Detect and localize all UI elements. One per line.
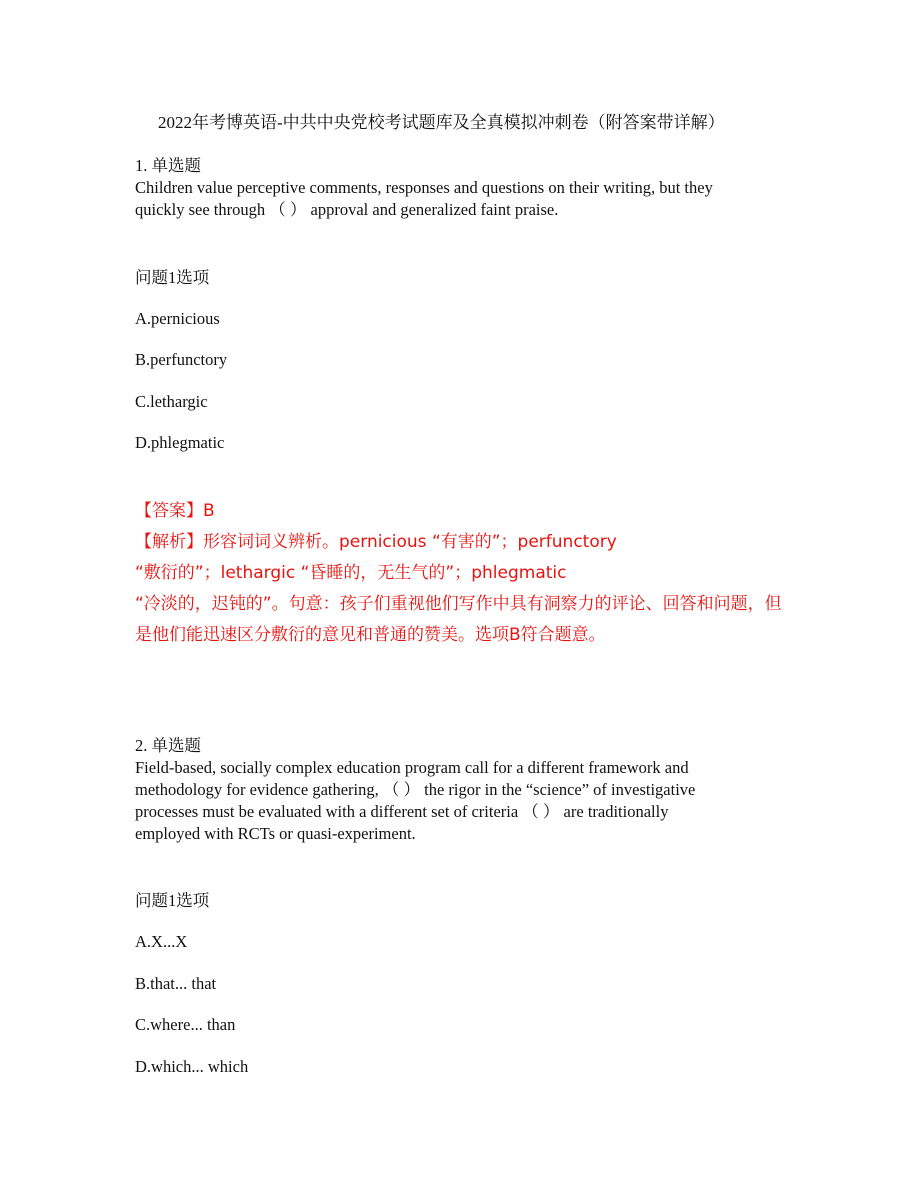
question-2-type: 2. 单选题	[135, 736, 201, 755]
document-title: 2022年考博英语-中共中央党校考试题库及全真模拟冲刺卷（附答案带详解）	[158, 113, 725, 132]
question-2-option-b: B.that... that	[135, 974, 217, 993]
explanation-line: 【解析】形容词词义辨析。pernicious “有害的”；perfunctory	[135, 532, 617, 552]
question-1-option-b: B.perfunctory	[135, 350, 228, 369]
question-1-option-d: D.phlegmatic	[135, 433, 225, 452]
question-2-text: Field-based, socially complex education program call for a different framework and methodology for evidence gathering, （ ） the rigor in the “science” of investigative processes must be evaluated with a different set of criteria （ ） are traditionally employed with RCTs or quasi-experiment.	[135, 758, 696, 843]
question-2	[135, 735, 785, 845]
explanation-paragraph: “冷淡的，迟钝的”。句意：孩子们重视他们写作中具有洞察力的评论、回答和问题，但是他们能迅速区分敷衍的意见和普通的赞美。选项B符合题意。	[135, 594, 782, 645]
question-2-option-d: D.which... which	[135, 1057, 249, 1076]
question-1-type: 1. 单选题	[135, 156, 201, 175]
answer-line: 【答案】B	[135, 501, 215, 521]
question-1-option-a: A.pernicious	[135, 309, 220, 328]
question-2-option-c: C.where... than	[135, 1015, 236, 1034]
question-2-options-label: 问题1选项	[135, 891, 210, 910]
question-1-answer-block	[135, 496, 795, 651]
explanation-line: “敷衍的”；lethargic “昏睡的，无生气的”；phlegmatic	[135, 563, 567, 583]
question-1-options-label: 问题1选项	[135, 268, 210, 287]
question-1-option-c: C.lethargic	[135, 392, 208, 411]
question-1	[135, 155, 785, 221]
question-2-option-a: A.X...X	[135, 932, 188, 951]
question-1-text: Children value perceptive comments, responses and questions on their writing, but they quickly see through （ ） approval and generalized faint praise.	[135, 178, 713, 219]
